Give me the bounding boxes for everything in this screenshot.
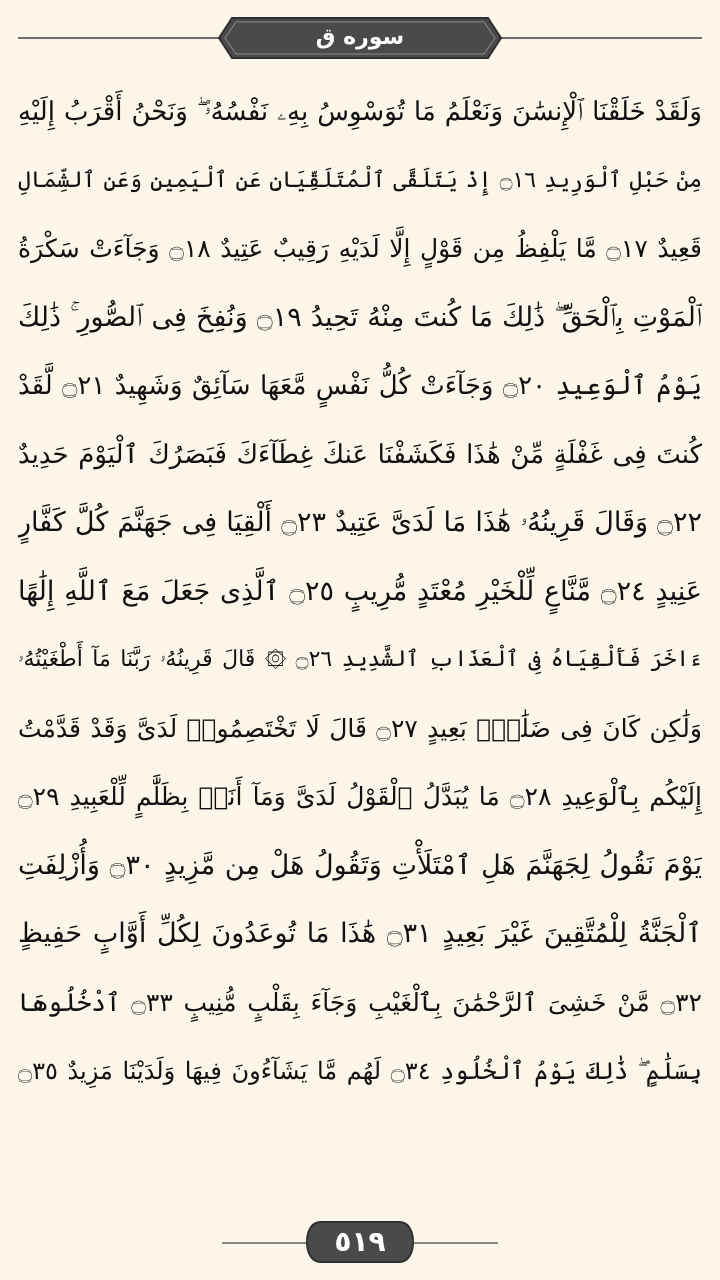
text-line: ٱلْمَوْتِ بِٱلْحَقِّ ۖ ذَٰلِكَ مَا كُنتَ مِنْهُ تَحِيدُ ۝١٩ وَنُفِخَ فِى ٱلصُّورِ ۚ ذَٰلِكَ	[18, 301, 702, 333]
text-line: يَوْمُ ٱلْوَعِيدِ ۝٢٠ وَجَآءَتْ كُلُّ نَفْسٍ مَّعَهَا سَآئِقٌ وَشَهِيدٌ ۝٢١ لَّقَدْ	[18, 371, 702, 401]
text-line: وَلَٰكِن كَانَ فِى ضَلَٰلٍۭ بَعِيدٍ ۝٢٧ قَالَ لَا تَخْتَصِمُوا۟ لَدَىَّ وَقَدْ قَدَّمْتُ	[18, 713, 702, 743]
footer-divider-right	[402, 1242, 498, 1244]
text-line: عَنِيدٍ ۝٢٤ مَّنَّاعٍ لِّلْخَيْرِ مُعْتَدٍ مُّرِيبٍ ۝٢٥ ٱلَّذِى جَعَلَ مَعَ ٱللَّهِ إِلَٰهًا	[18, 575, 702, 607]
text-line: إِلَيْكُم بِٱلْوَعِيدِ ۝٢٨ مَا يُبَدَّلُ ٱلْقَوْلُ لَدَىَّ وَمَآ أَنَا۠ بِظَلَّٰمٍ لِّلْعَبِيدِ ۝٢٩	[18, 782, 702, 811]
text-line: ۝٣٢ مَّنْ خَشِىَ ٱلرَّحْمَٰنَ بِٱلْغَيْبِ وَجَآءَ بِقَلْبٍ مُّنِيبٍ ۝٣٣ ٱدْخُلُوهَا	[18, 987, 702, 1017]
text-line: بِسَلَٰمٍ ۖ ذَٰلِكَ يَوْمُ ٱلْخُلُودِ ۝٣٤ لَهُم مَّا يَشَآءُونَ فِيهَا وَلَدَيْنَا مَزِيدٌ ۝٣٥	[18, 1057, 702, 1085]
text-line: يَوْمَ نَقُولُ لِجَهَنَّمَ هَلِ ٱمْتَلَأْتِ وَتَقُولُ هَلْ مِن مَّزِيدٍ ۝٣٠ وَأُزْلِفَتِ	[18, 849, 702, 881]
page-footer	[0, 1212, 720, 1272]
surah-title-badge	[218, 15, 502, 61]
page-number: ٥١٩	[334, 1225, 386, 1258]
text-line: ءَاخَرَ فَأَلْقِيَاهُ فِى ٱلْعَذَابِ ٱلشَّدِيدِ ۝٢٦ ۞ قَالَ قَرِينُهُۥ رَبَّنَا مَآ أَطْغَيْتُهُۥ	[18, 647, 702, 672]
text-line: كُنتَ فِى غَفْلَةٍ مِّنْ هَٰذَا فَكَشَفْنَا عَنكَ غِطَآءَكَ فَبَصَرُكَ ٱلْيَوْمَ حَدِيدٌ	[18, 439, 702, 470]
page-number-badge	[305, 1220, 415, 1264]
header-divider-right	[492, 37, 702, 39]
text-line: وَلَقَدْ خَلَقْنَا ٱلْإِنسَٰنَ وَنَعْلَمُ مَا تُوَسْوِسُ بِهِۦ نَفْسُهُۥ ۖ وَنَحْنُ أَقْرَبُ إِلَيْهِ	[18, 97, 702, 127]
text-line: قَعِيدٌ ۝١٧ مَّا يَلْفِظُ مِن قَوْلٍ إِلَّا لَدَيْهِ رَقِيبٌ عَتِيدٌ ۝١٨ وَجَآءَتْ سَكْرَةُ	[18, 234, 702, 263]
header-divider-left	[18, 37, 228, 39]
quran-page-text	[18, 78, 702, 1106]
surah-title: سوره ق	[315, 25, 405, 50]
text-line: مِنْ حَبْلِ ٱلْوَرِيدِ ۝١٦ إِذْ يَتَلَقَّى ٱلْمُتَلَقِّيَانِ عَنِ ٱلْيَمِينِ وَعَنِ ٱلشِّمَالِ	[18, 167, 702, 193]
text-line: ٱلْجَنَّةُ لِلْمُتَّقِينَ غَيْرَ بَعِيدٍ ۝٣١ هَٰذَا مَا تُوعَدُونَ لِكُلِّ أَوَّابٍ حَفِيظٍ	[18, 918, 702, 949]
text-line: ۝٢٢ وَقَالَ قَرِينُهُۥ هَٰذَا مَا لَدَىَّ عَتِيدٌ ۝٢٣ أَلْقِيَا فِى جَهَنَّمَ كُلَّ كَفَّارٍ	[18, 507, 702, 538]
footer-divider-left	[222, 1242, 318, 1244]
surah-header	[0, 0, 720, 70]
